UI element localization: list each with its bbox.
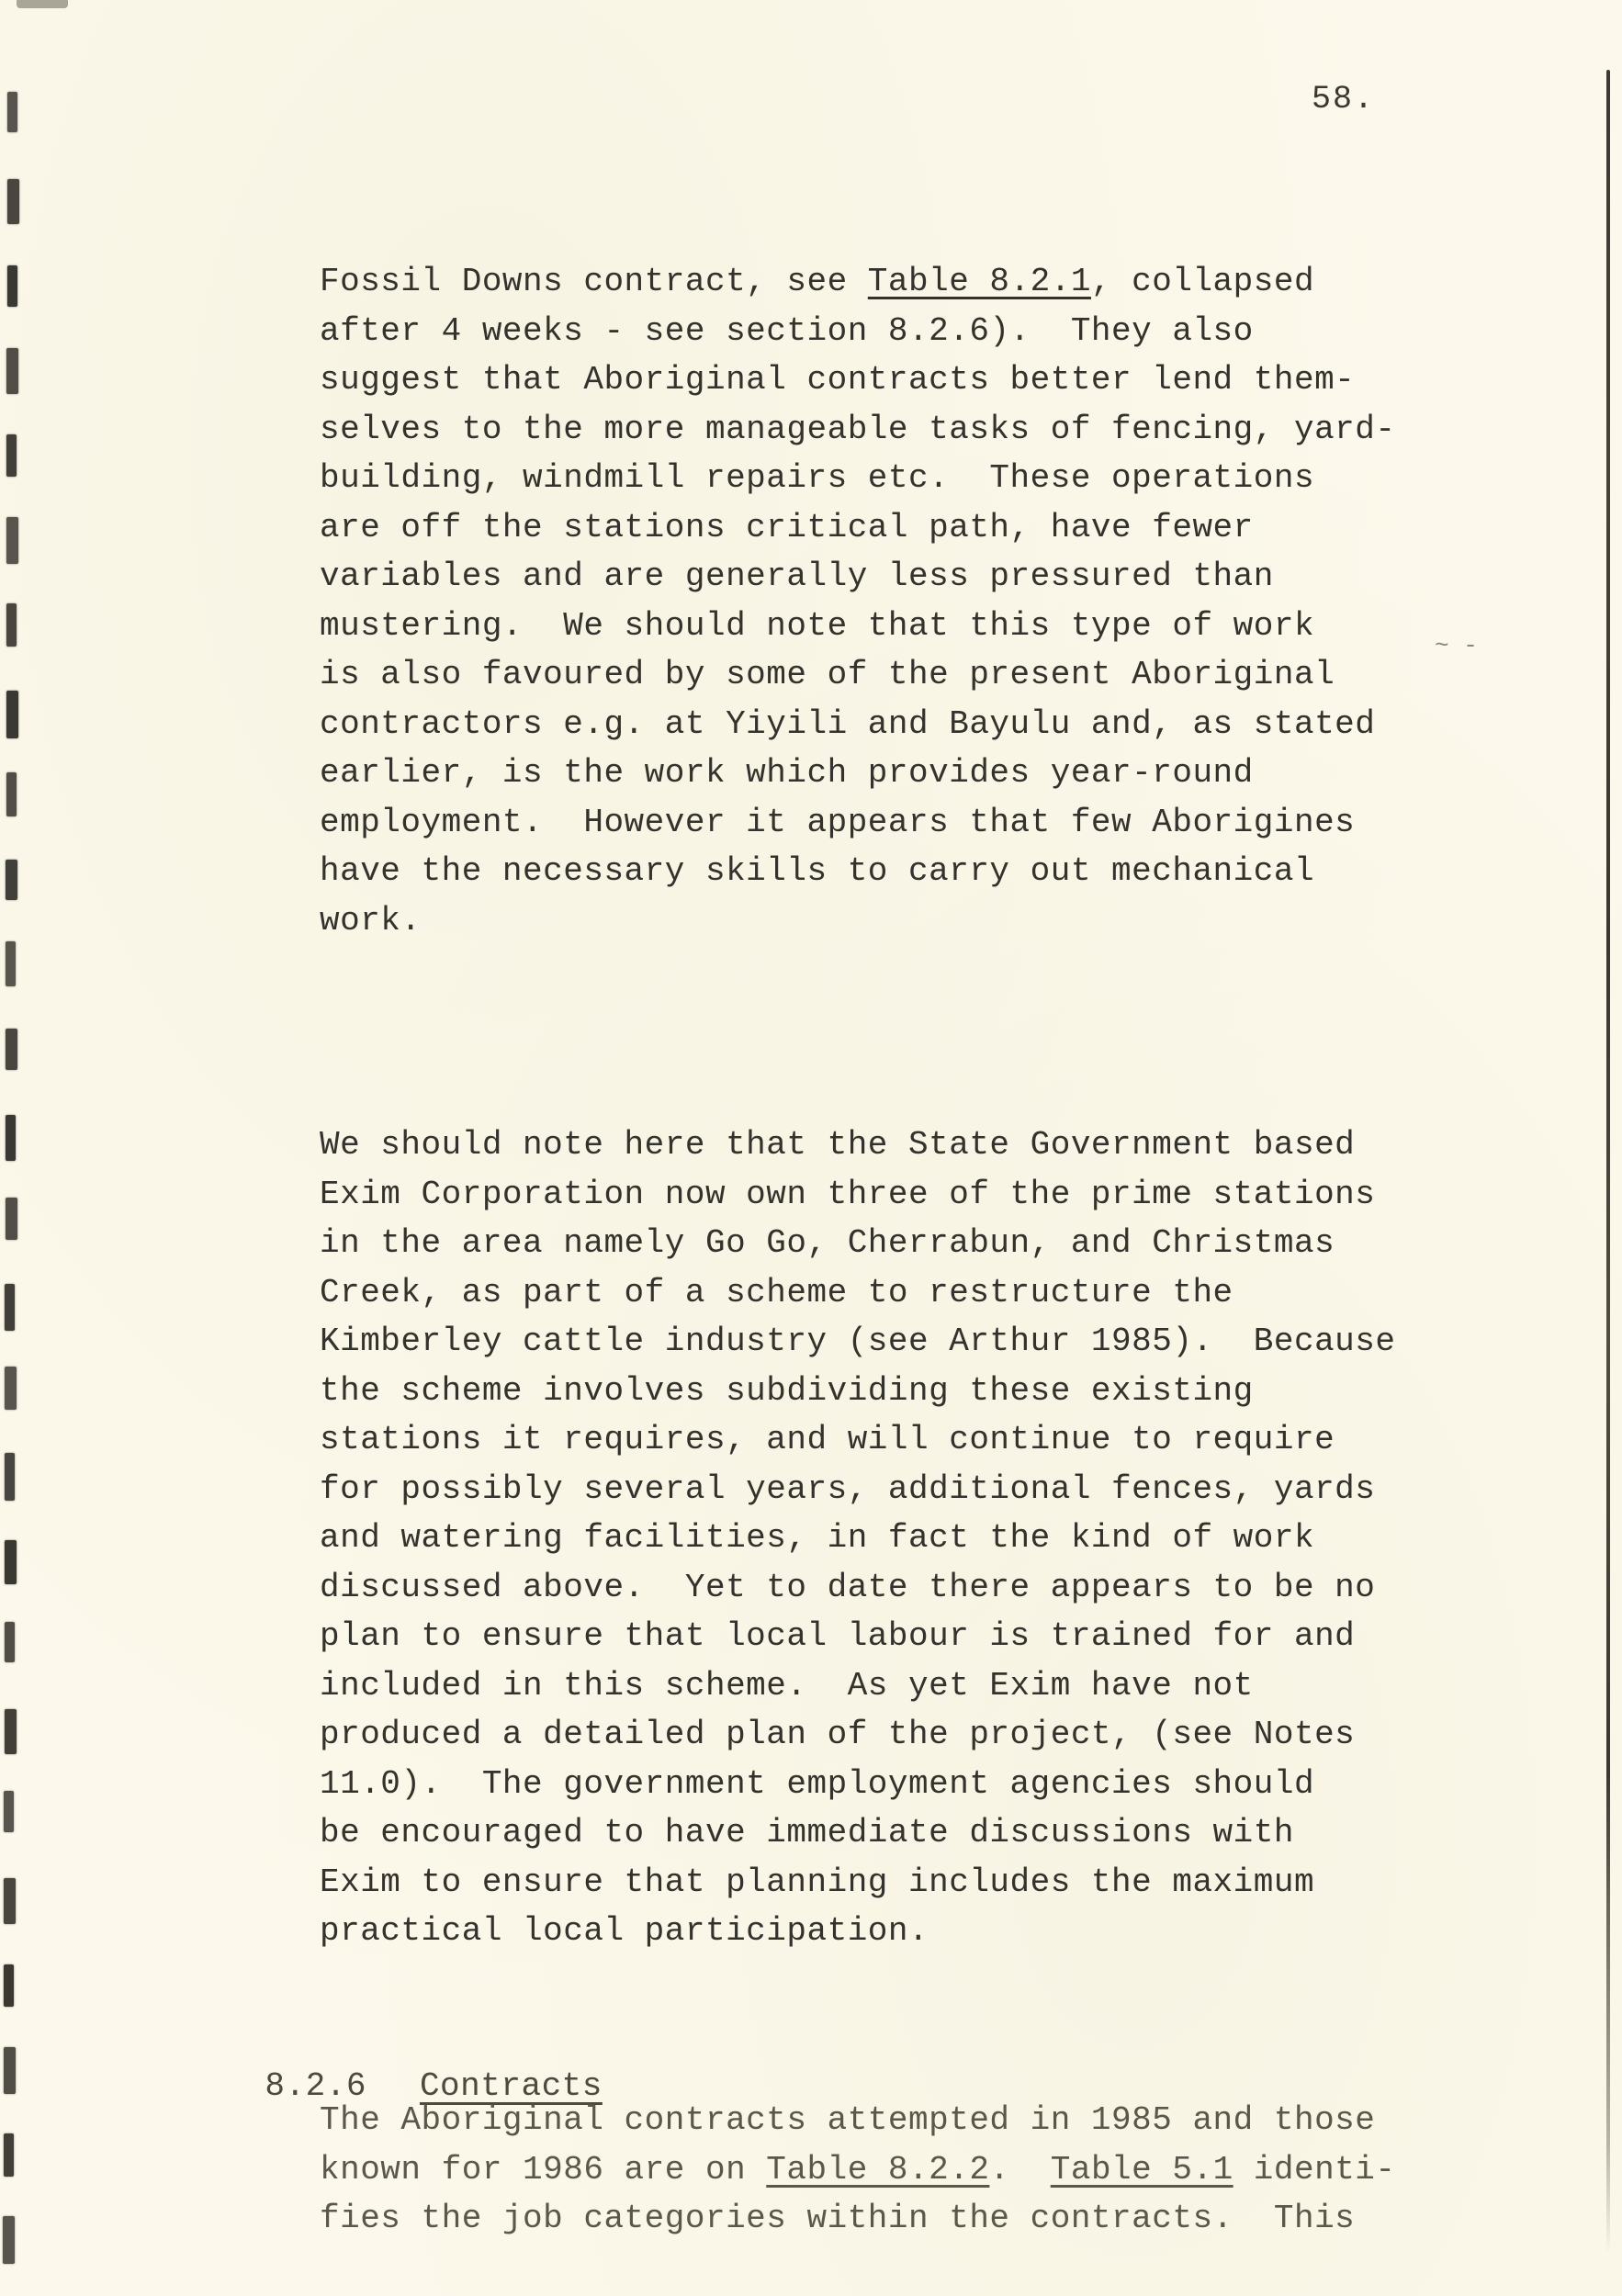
text-line: variables and are generally less pressured than [320, 557, 1274, 595]
binding-mark [4, 2047, 16, 2094]
text-line: produced a detailed plan of the project, (see Notes [320, 1716, 1356, 1753]
text-line: known for 1986 are on Table 8.2.2. Table 5.1 identi- [320, 2150, 1396, 2189]
text-line: 11.0). The government employment agencies should [320, 1764, 1315, 1803]
text-line: are off the stations critical path, have fewer [320, 508, 1254, 546]
scan-stray-mark: ~ - [1435, 632, 1478, 659]
binding-mark [5, 1367, 17, 1410]
binding-mark [6, 772, 17, 816]
binding-mark [5, 1540, 17, 1584]
text-line: work. [320, 901, 422, 940]
binding-mark [6, 1115, 16, 1161]
body-paragraph-3 [320, 2096, 1396, 2244]
text-line: practical local participation. [320, 1912, 929, 1950]
text-line: stations it requires, and will continue to require [320, 1421, 1335, 1458]
text-line: suggest that Aboriginal contracts better lend them- [320, 361, 1356, 399]
binding-mark [6, 603, 17, 647]
text-line: employment. However it appears that few Aborigines [320, 803, 1356, 841]
text-line: fies the job categories within the contracts. This [320, 2200, 1356, 2237]
scan-edge-smudge [17, 0, 68, 8]
text-line: Exim Corporation now own three of the prime stations [320, 1175, 1376, 1213]
text-line: is also favoured by some of the present Aboriginal [320, 656, 1335, 693]
text-line: Kimberley cattle industry (see Arthur 1985). Because [320, 1322, 1396, 1360]
text-line: the scheme involves subdividing these existing [320, 1371, 1254, 1410]
text-line: The Aboriginal contracts attempted in 1985 and those [320, 2101, 1376, 2139]
binding-mark [5, 1709, 17, 1754]
text-line: be encouraged to have immediate discussions with [320, 1814, 1294, 1851]
text-line: Fossil Downs contract, see Table 8.2.1, collapsed [320, 263, 1315, 300]
binding-mark [7, 265, 17, 307]
binding-mark [3, 2216, 15, 2264]
section-number: 8.2.6 [265, 2067, 366, 2105]
text-line: We should note here that the State Government based [320, 1126, 1356, 1164]
text-line: after 4 weeks - see section 8.2.6). They also [320, 311, 1254, 350]
binding-mark [4, 1964, 14, 2007]
binding-mark [6, 860, 17, 900]
section-title: Contracts [419, 2067, 603, 2105]
binding-mark [5, 1622, 15, 1662]
binding-mark [6, 434, 17, 477]
binding-mark [6, 517, 18, 564]
text-line: Exim to ensure that planning includes the maximum [320, 1863, 1315, 1901]
binding-mark [5, 1453, 15, 1501]
text-line: building, windmill repairs etc. These operations [320, 459, 1315, 497]
binding-mark [7, 92, 17, 132]
binding-mark [6, 691, 18, 738]
page-number: 58. [1312, 81, 1376, 118]
text-line: and watering facilities, in fact the kind of work [320, 1519, 1315, 1557]
text-line: have the necessary skills to carry out mechanical [320, 852, 1315, 890]
text-line: contractors e.g. at Yiyili and Bayulu and, as stated [320, 704, 1376, 743]
text-line: mustering. We should note that this type of work [320, 606, 1315, 645]
binding-mark [6, 1029, 17, 1070]
binding-mark [6, 348, 18, 394]
binding-mark [4, 1791, 14, 1832]
binding-mark [4, 1878, 16, 1924]
text-line: in the area namely Go Go, Cherrabun, and Christmas [320, 1224, 1335, 1262]
binding-mark [6, 941, 16, 986]
text-line: discussed above. Yet to date there appears to be no [320, 1568, 1376, 1606]
text-line: for possibly several years, additional fences, yards [320, 1469, 1376, 1508]
body-paragraph-2 [320, 1120, 1396, 1956]
binding-mark [6, 1198, 17, 1240]
text-line: included in this scheme. As yet Exim have not [320, 1666, 1254, 1705]
text-line: Creek, as part of a scheme to restructure the [320, 1273, 1233, 1311]
text-line: earlier, is the work which provides year-round [320, 754, 1254, 792]
text-line: selves to the more manageable tasks of fencing, yard- [320, 410, 1396, 448]
binding-mark [5, 1284, 15, 1331]
text-line: plan to ensure that local labour is trained for and [320, 1617, 1356, 1655]
paper-edge-line [1606, 70, 1610, 2254]
body-paragraph-1 [320, 257, 1396, 945]
binding-mark [4, 2133, 14, 2177]
binding-mark [7, 179, 19, 224]
